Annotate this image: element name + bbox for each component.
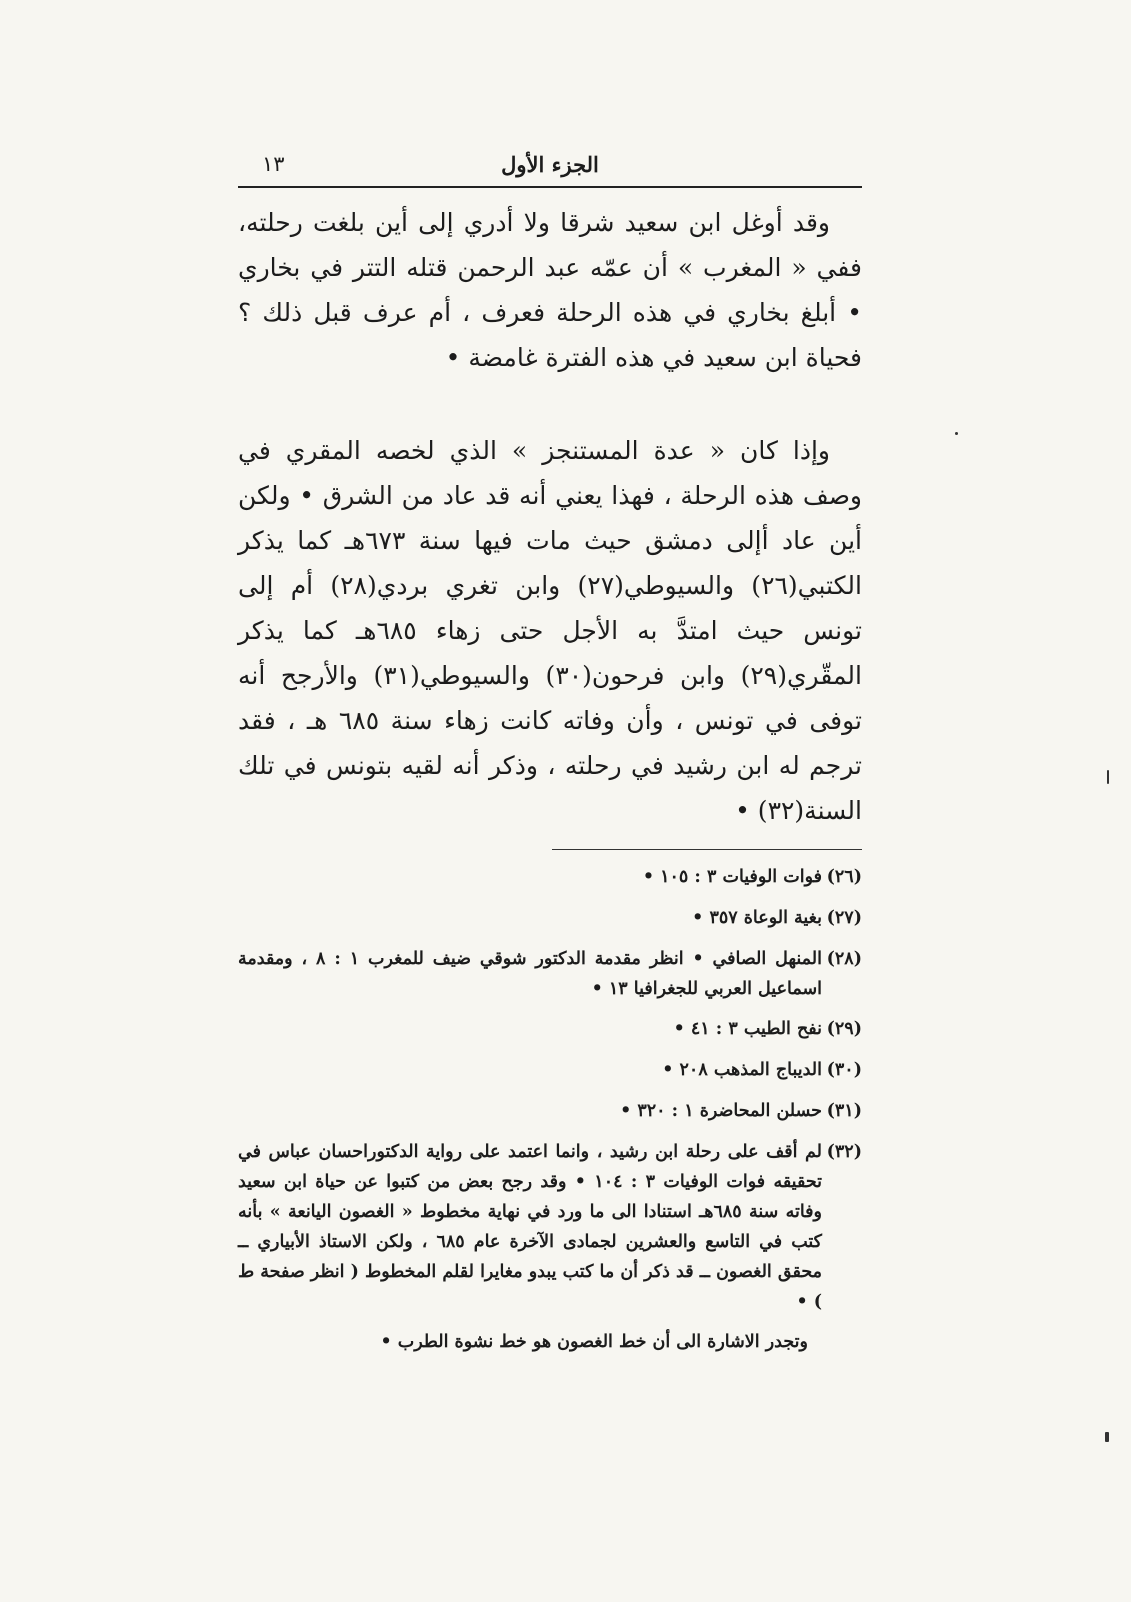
book-page bbox=[238, 150, 862, 1368]
chapter-title: الجزء الأول bbox=[501, 152, 599, 177]
scan-speck bbox=[955, 432, 958, 435]
footnote-number: (٢٨) bbox=[826, 949, 862, 969]
footnote bbox=[238, 903, 862, 934]
footnote bbox=[238, 1014, 862, 1045]
page-number: ١٣ bbox=[262, 152, 285, 176]
footnote-text: الديباج المذهب ٢٠٨ • bbox=[662, 1060, 822, 1080]
footnote-text: لم أقف على رحلة ابن رشيد ، وانما اعتمد على رواية الدكتوراحسان عباس في تحقيقه فوات الوفيات ٣ : ١٠٤ • وقد رجح بعض من كتبوا عن حياة ابن سعيد وفاته سنة ٦٨٥هـ استنادا الى ما ورد في نهاية مخطوط « الغصون اليانعة » بأنه كتب في التاسع والعشرين لجمادى الآخرة عام ٦٨٥ ، ولكن الاستاذ الأبياري ــ محقق الغصون ــ قد ذكر أن ما كتب يبدو مغايرا لقلم المخطوط ( انظر صفحة ط ) • bbox=[238, 1142, 822, 1312]
footnotes bbox=[238, 862, 862, 1358]
footnote bbox=[238, 862, 862, 893]
footnote-extra-text: وتجدر الاشارة الى أن خط الغصون هو خط نشوة الطرب • bbox=[380, 1332, 808, 1352]
footnote-continuation bbox=[238, 1327, 862, 1358]
paragraph: وقد أوغل ابن سعيد شرقا ولا أدري إلى أين بلغت رحلته، ففي « المغرب » أن عمّه عبد الرحمن قتله التتر في بخاري • أبلغ بخاري في هذه الرحلة فعرف ، أم عرف قبل ذلك ؟ فحياة ابن سعيد في هذه الفترة غامضة • bbox=[238, 208, 862, 372]
paragraph: وإذا كان « عدة المستنجز » الذي لخصه المقري في وصف هذه الرحلة ، فهذا يعني أنه قد عاد من الشرق • ولكن أين عاد أإلى دمشق حيث مات فيها سنة ٦٧٣هـ كما يذكر الكتبي(٢٦) والسيوطي(٢٧) وابن تغري بردي(٢٨) أم إلى تونس حيث امتدَّ به الأجل حتى زهاء ٦٨٥هـ كما يذكر المقّري(٢٩) وابن فرحون(٣٠) والسيوطي(٣١) والأرجح أنه توفى في تونس ، وأن وفاته كانت زهاء سنة ٦٨٥ هـ ، فقد ترجم له ابن رشيد في رحلته ، وذكر أنه لقيه بتونس في تلك السنة(٣٢) • bbox=[238, 436, 862, 825]
footnote-text: بغية الوعاة ٣٥٧ • bbox=[692, 908, 822, 928]
body-text bbox=[238, 200, 862, 833]
footnote-number: (٣١) bbox=[826, 1101, 862, 1121]
footnote-number: (٣٢) bbox=[826, 1142, 862, 1162]
footnote-text: فوات الوفيات ٣ : ١٠٥ • bbox=[642, 867, 822, 887]
footnote bbox=[238, 1137, 862, 1317]
footnote-number: (٢٩) bbox=[826, 1019, 862, 1039]
footnote-number: (٢٧) bbox=[826, 908, 862, 928]
footnote-text: حسلن المحاضرة ١ : ٣٢٠ • bbox=[620, 1101, 822, 1121]
footnote-number: (٢٦) bbox=[826, 867, 862, 887]
footnote-separator bbox=[552, 849, 862, 850]
running-header bbox=[238, 150, 862, 188]
scan-speck bbox=[1105, 1432, 1109, 1442]
footnote-text: المنهل الصافي • انظر مقدمة الدكتور شوقي ضيف للمغرب ١ : ٨ ، ومقدمة اسماعيل العربي للجغرافيا ١٣ • bbox=[238, 949, 822, 999]
footnote bbox=[238, 1055, 862, 1086]
footnote-number: (٣٠) bbox=[826, 1060, 862, 1080]
footnote bbox=[238, 944, 862, 1004]
footnote-text: نفح الطيب ٣ : ٤١ • bbox=[673, 1019, 822, 1039]
footnote bbox=[238, 1096, 862, 1127]
scan-speck bbox=[1107, 770, 1109, 784]
